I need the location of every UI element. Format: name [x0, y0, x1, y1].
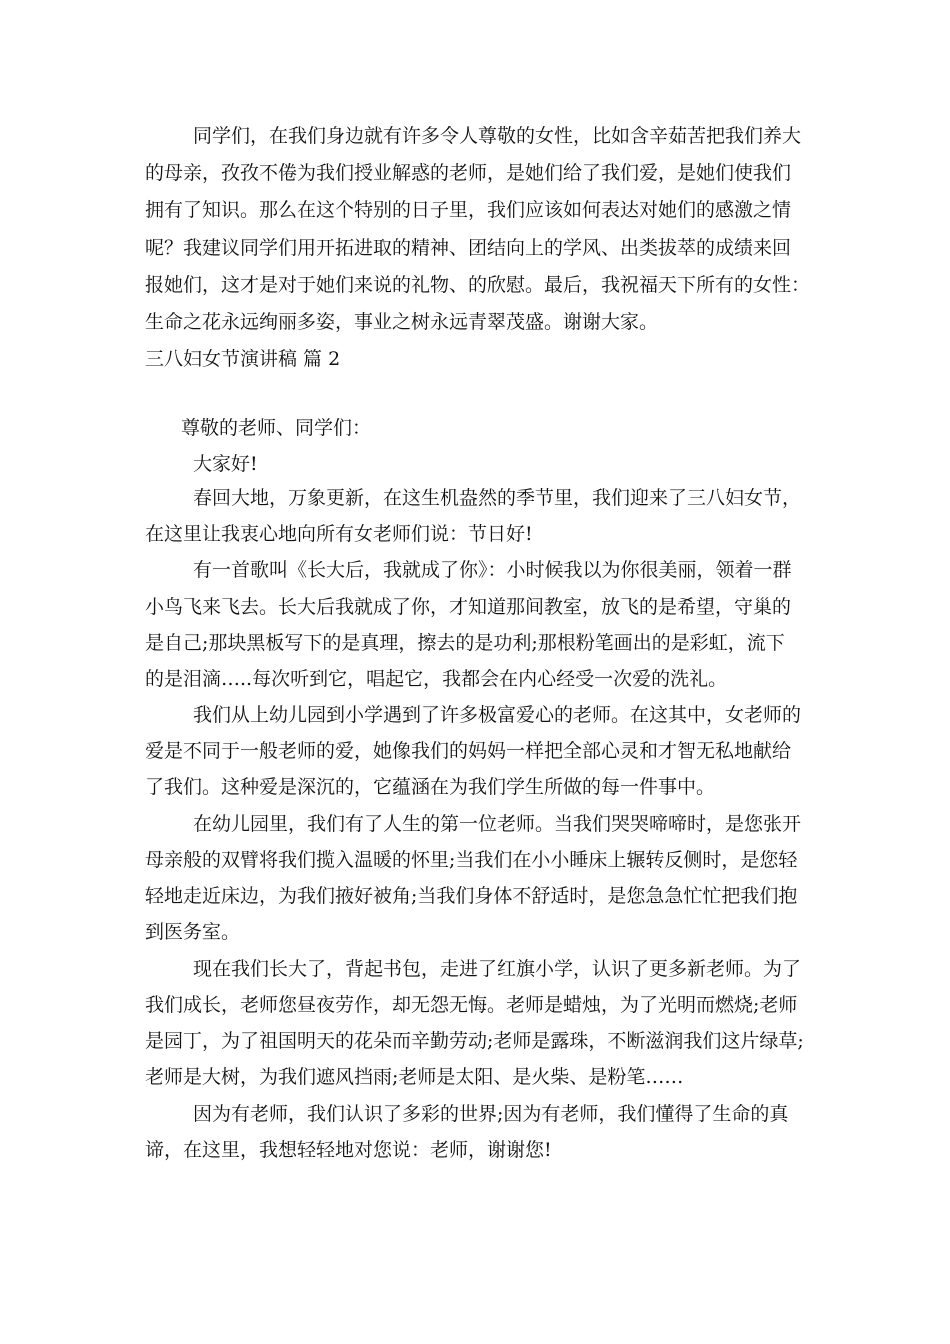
- body-line: 小鸟飞来飞去。长大后我就成了你，才知道那间教室，放飞的是希望，守巢的: [145, 596, 792, 618]
- body-line: 母亲般的双臂将我们揽入温暖的怀里;当我们在小小睡床上辗转反侧时，是您轻: [145, 849, 798, 871]
- section-title: 三八妇女节演讲稿 篇 2: [145, 348, 341, 370]
- intro-line: 生命之花永远绚丽多姿，事业之树永远青翠茂盛。谢谢大家。: [145, 311, 659, 333]
- body-line: 谛，在这里，我想轻轻地对您说：老师，谢谢您!: [145, 1139, 552, 1161]
- greeting: 大家好!: [193, 453, 258, 475]
- body-line: 春回大地，万象更新，在这生机盎然的季节里，我们迎来了三八妇女节，: [193, 487, 802, 509]
- body-line: 老师是大树，为我们遮风挡雨;老师是太阳、是火柴、是粉笔……: [145, 1066, 684, 1088]
- body-line: 是自己;那块黑板写下的是真理，擦去的是功利;那根粉笔画出的是彩虹，流下: [145, 632, 785, 654]
- body-line: 的是泪滴…..每次听到它，唱起它，我都会在内心经受一次爱的洗礼。: [145, 668, 728, 690]
- body-line: 是园丁，为了祖国明天的花朵而辛勤劳动;老师是露珠，不断滋润我们这片绿草;: [145, 1030, 804, 1052]
- body-line: 在这里让我衷心地向所有女老师们说：节日好!: [145, 523, 533, 545]
- body-line: 我们从上幼儿园到小学遇到了许多极富爱心的老师。在这其中，女老师的: [193, 704, 802, 726]
- body-line: 在幼儿园里，我们有了人生的第一位老师。当我们哭哭啼啼时，是您张开: [193, 813, 802, 835]
- body-line: 爱是不同于一般老师的爱，她像我们的妈妈一样把全部心灵和才智无私地献给: [145, 740, 792, 762]
- body-line: 我们成长，老师您昼夜劳作，却无怨无悔。老师是蜡烛，为了光明而燃烧;老师: [145, 994, 798, 1016]
- intro-line: 拥有了知识。那么在这个特别的日子里，我们应该如何表达对她们的感激之情: [145, 199, 792, 221]
- body-line: 现在我们长大了，背起书包，走进了红旗小学，认识了更多新老师。为了: [193, 958, 802, 980]
- body-line: 有一首歌叫《长大后，我就成了你》：小时候我以为你很美丽，领着一群: [193, 559, 792, 581]
- intro-line: 同学们，在我们身边就有许多令人尊敬的女性，比如含辛茹苦把我们养大: [193, 125, 802, 147]
- intro-line: 的母亲，孜孜不倦为我们授业解惑的老师，是她们给了我们爱，是她们使我们: [145, 162, 792, 184]
- intro-line: 报她们，这才是对于她们来说的礼物、的欣慰。最后，我祝福天下所有的女性：: [145, 274, 811, 296]
- body-line: 到医务室。: [145, 921, 241, 943]
- body-line: 了我们。这种爱是深沉的，它蕴涵在为我们学生所做的每一件事中。: [145, 776, 716, 798]
- intro-line: 呢？我建议同学们用开拓进取的精神、团结向上的学风、出类拔萃的成绩来回: [145, 237, 792, 259]
- body-line: 因为有老师，我们认识了多彩的世界;因为有老师，我们懂得了生命的真: [193, 1103, 789, 1125]
- body-line: 轻地走近床边，为我们掖好被角;当我们身体不舒适时，是您急急忙忙把我们抱: [145, 885, 798, 907]
- salutation: 尊敬的老师、同学们：: [181, 417, 372, 439]
